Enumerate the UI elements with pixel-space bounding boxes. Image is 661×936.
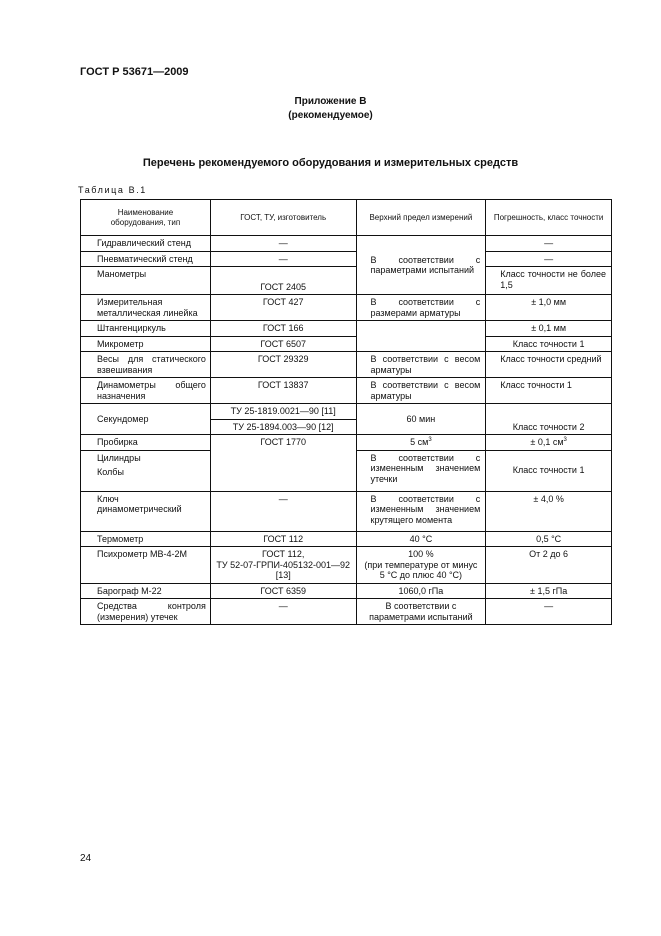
error-sup: 3 <box>563 437 567 443</box>
limit-value: 5 см <box>410 437 429 447</box>
cell-limit: В соответствии с весом арматуры <box>356 352 486 378</box>
cell-name: Пневматический стенд <box>81 251 211 267</box>
table-row <box>81 599 612 625</box>
table-row <box>81 321 612 337</box>
cell-error: Класс точности 1 <box>486 378 612 404</box>
list-title: Перечень рекомендуемого оборудования и измерительных средств <box>142 157 519 169</box>
appendix-title: Приложение В <box>294 96 367 107</box>
cell-name: Динамометры общего назначения <box>81 378 211 404</box>
cell-gost <box>210 547 356 584</box>
cell-gost: — <box>210 491 356 531</box>
cell-name: Гидравлический стенд <box>81 236 211 252</box>
cell-gost: ГОСТ 112 <box>210 531 356 547</box>
cell-name: Цилиндры <box>81 450 211 465</box>
table-row <box>81 583 612 599</box>
cell-limit: В соответствии с измененным значением крутящего момента <box>356 491 486 531</box>
table-label: Таблица В.1 <box>78 185 147 195</box>
cell-name: Психрометр МВ-4-2М <box>81 547 211 584</box>
table-row <box>81 236 612 252</box>
cell-gost: ТУ 25-1894.003—90 [12] <box>210 419 356 435</box>
cell-name: Манометры <box>81 267 211 295</box>
cell-name: Ключ динамометрический <box>81 491 211 531</box>
cell-name: Пробирка <box>81 435 211 451</box>
cell-limit: 40 °С <box>356 531 486 547</box>
cell-error: — <box>486 599 612 625</box>
error-value: ± 0,1 см <box>530 437 564 447</box>
table-row <box>81 295 612 321</box>
header-name: Наименование оборудования, тип <box>81 200 211 236</box>
cell-error: — <box>486 236 612 252</box>
cell-limit <box>356 547 486 584</box>
cell-limit: В соответствии с размерами арматуры <box>356 295 486 321</box>
cell-gost: ГОСТ 2405 <box>210 267 356 295</box>
cell-error: Класс точности 1 <box>486 336 612 352</box>
cell-limit: В соответствии с весом арматуры <box>356 378 486 404</box>
cell-name: Весы для статического взвешивания <box>81 352 211 378</box>
cell-gost: — <box>210 236 356 252</box>
table-row <box>81 352 612 378</box>
cell-error: 0,5 °С <box>486 531 612 547</box>
cell-error: — <box>486 251 612 267</box>
page-number: 24 <box>80 853 92 864</box>
limit-sup: 3 <box>428 437 432 443</box>
cell-limit: 1060,0 гПа <box>356 583 486 599</box>
appendix-note: (рекомендуемое) <box>288 110 373 121</box>
cell-name: Измерительная металлическая линейка <box>81 295 211 321</box>
cell-gost: ГОСТ 1770 <box>210 435 356 492</box>
cell-gost: ГОСТ 166 <box>210 321 356 337</box>
cell-error: ± 4,0 % <box>486 491 612 531</box>
cell-limit-empty <box>356 321 486 352</box>
header-gost: ГОСТ, ТУ, изготовитель <box>210 200 356 236</box>
gost-line: ТУ 52-07-ГРПИ-405132-001—92 [13] <box>216 559 350 580</box>
cell-limit: В соответствии с измененным значением утечки <box>356 450 486 491</box>
cell-gost: ГОСТ 29329 <box>210 352 356 378</box>
cell-gost: ГОСТ 6359 <box>210 583 356 599</box>
gost-line: ГОСТ 112, <box>261 549 305 559</box>
cell-name: Колбы <box>81 465 211 491</box>
cell-error: Класс точности средний <box>486 352 612 378</box>
table-header-row <box>81 200 612 236</box>
cell-gost: ТУ 25-1819.0021—90 [11] <box>210 404 356 420</box>
table-row <box>81 267 612 295</box>
table-row <box>81 251 612 267</box>
table-row <box>81 531 612 547</box>
cell-error: ± 0,1 мм <box>486 321 612 337</box>
cell-name: Штангенциркуль <box>81 321 211 337</box>
cell-error: ± 1,0 мм <box>486 295 612 321</box>
cell-error: От 2 до 6 <box>486 547 612 584</box>
cell-error: Класс точности 1 <box>486 450 612 491</box>
appendix-heading <box>0 95 661 123</box>
limit-line: 100 % <box>408 549 434 559</box>
cell-name: Термометр <box>81 531 211 547</box>
equipment-table <box>80 199 612 625</box>
cell-limit: 60 мин <box>356 404 486 435</box>
cell-gost: ГОСТ 427 <box>210 295 356 321</box>
table-row <box>81 435 612 451</box>
cell-error: Класс точности не более 1,5 <box>486 267 612 295</box>
header-limit: Верхний предел измерений <box>356 200 486 236</box>
cell-name: Средства контроля (измерения) утечек <box>81 599 211 625</box>
cell-limit <box>356 435 486 451</box>
header-error: Погрешность, класс точности <box>486 200 612 236</box>
cell-limit: В соответствии с параметрами испытаний <box>356 599 486 625</box>
cell-gost: — <box>210 599 356 625</box>
cell-gost: ГОСТ 6507 <box>210 336 356 352</box>
table-row <box>81 547 612 584</box>
cell-gost: — <box>210 251 356 267</box>
cell-name: Секундомер <box>81 404 211 435</box>
cell-gost: ГОСТ 13837 <box>210 378 356 404</box>
cell-limit: В соответствии с параметрами испытаний <box>356 236 486 295</box>
cell-name: Барограф М-22 <box>81 583 211 599</box>
document-header: ГОСТ Р 53671—2009 <box>80 66 189 78</box>
cell-name: Микрометр <box>81 336 211 352</box>
table-row <box>81 491 612 531</box>
table-row <box>81 404 612 420</box>
table-row <box>81 378 612 404</box>
cell-error: ± 1,5 гПа <box>486 583 612 599</box>
limit-line: (при температуре от минус 5 °С до плюс 40 °С) <box>364 559 478 580</box>
table-row <box>81 336 612 352</box>
cell-error <box>486 435 612 451</box>
cell-error: Класс точности 2 <box>486 404 612 435</box>
